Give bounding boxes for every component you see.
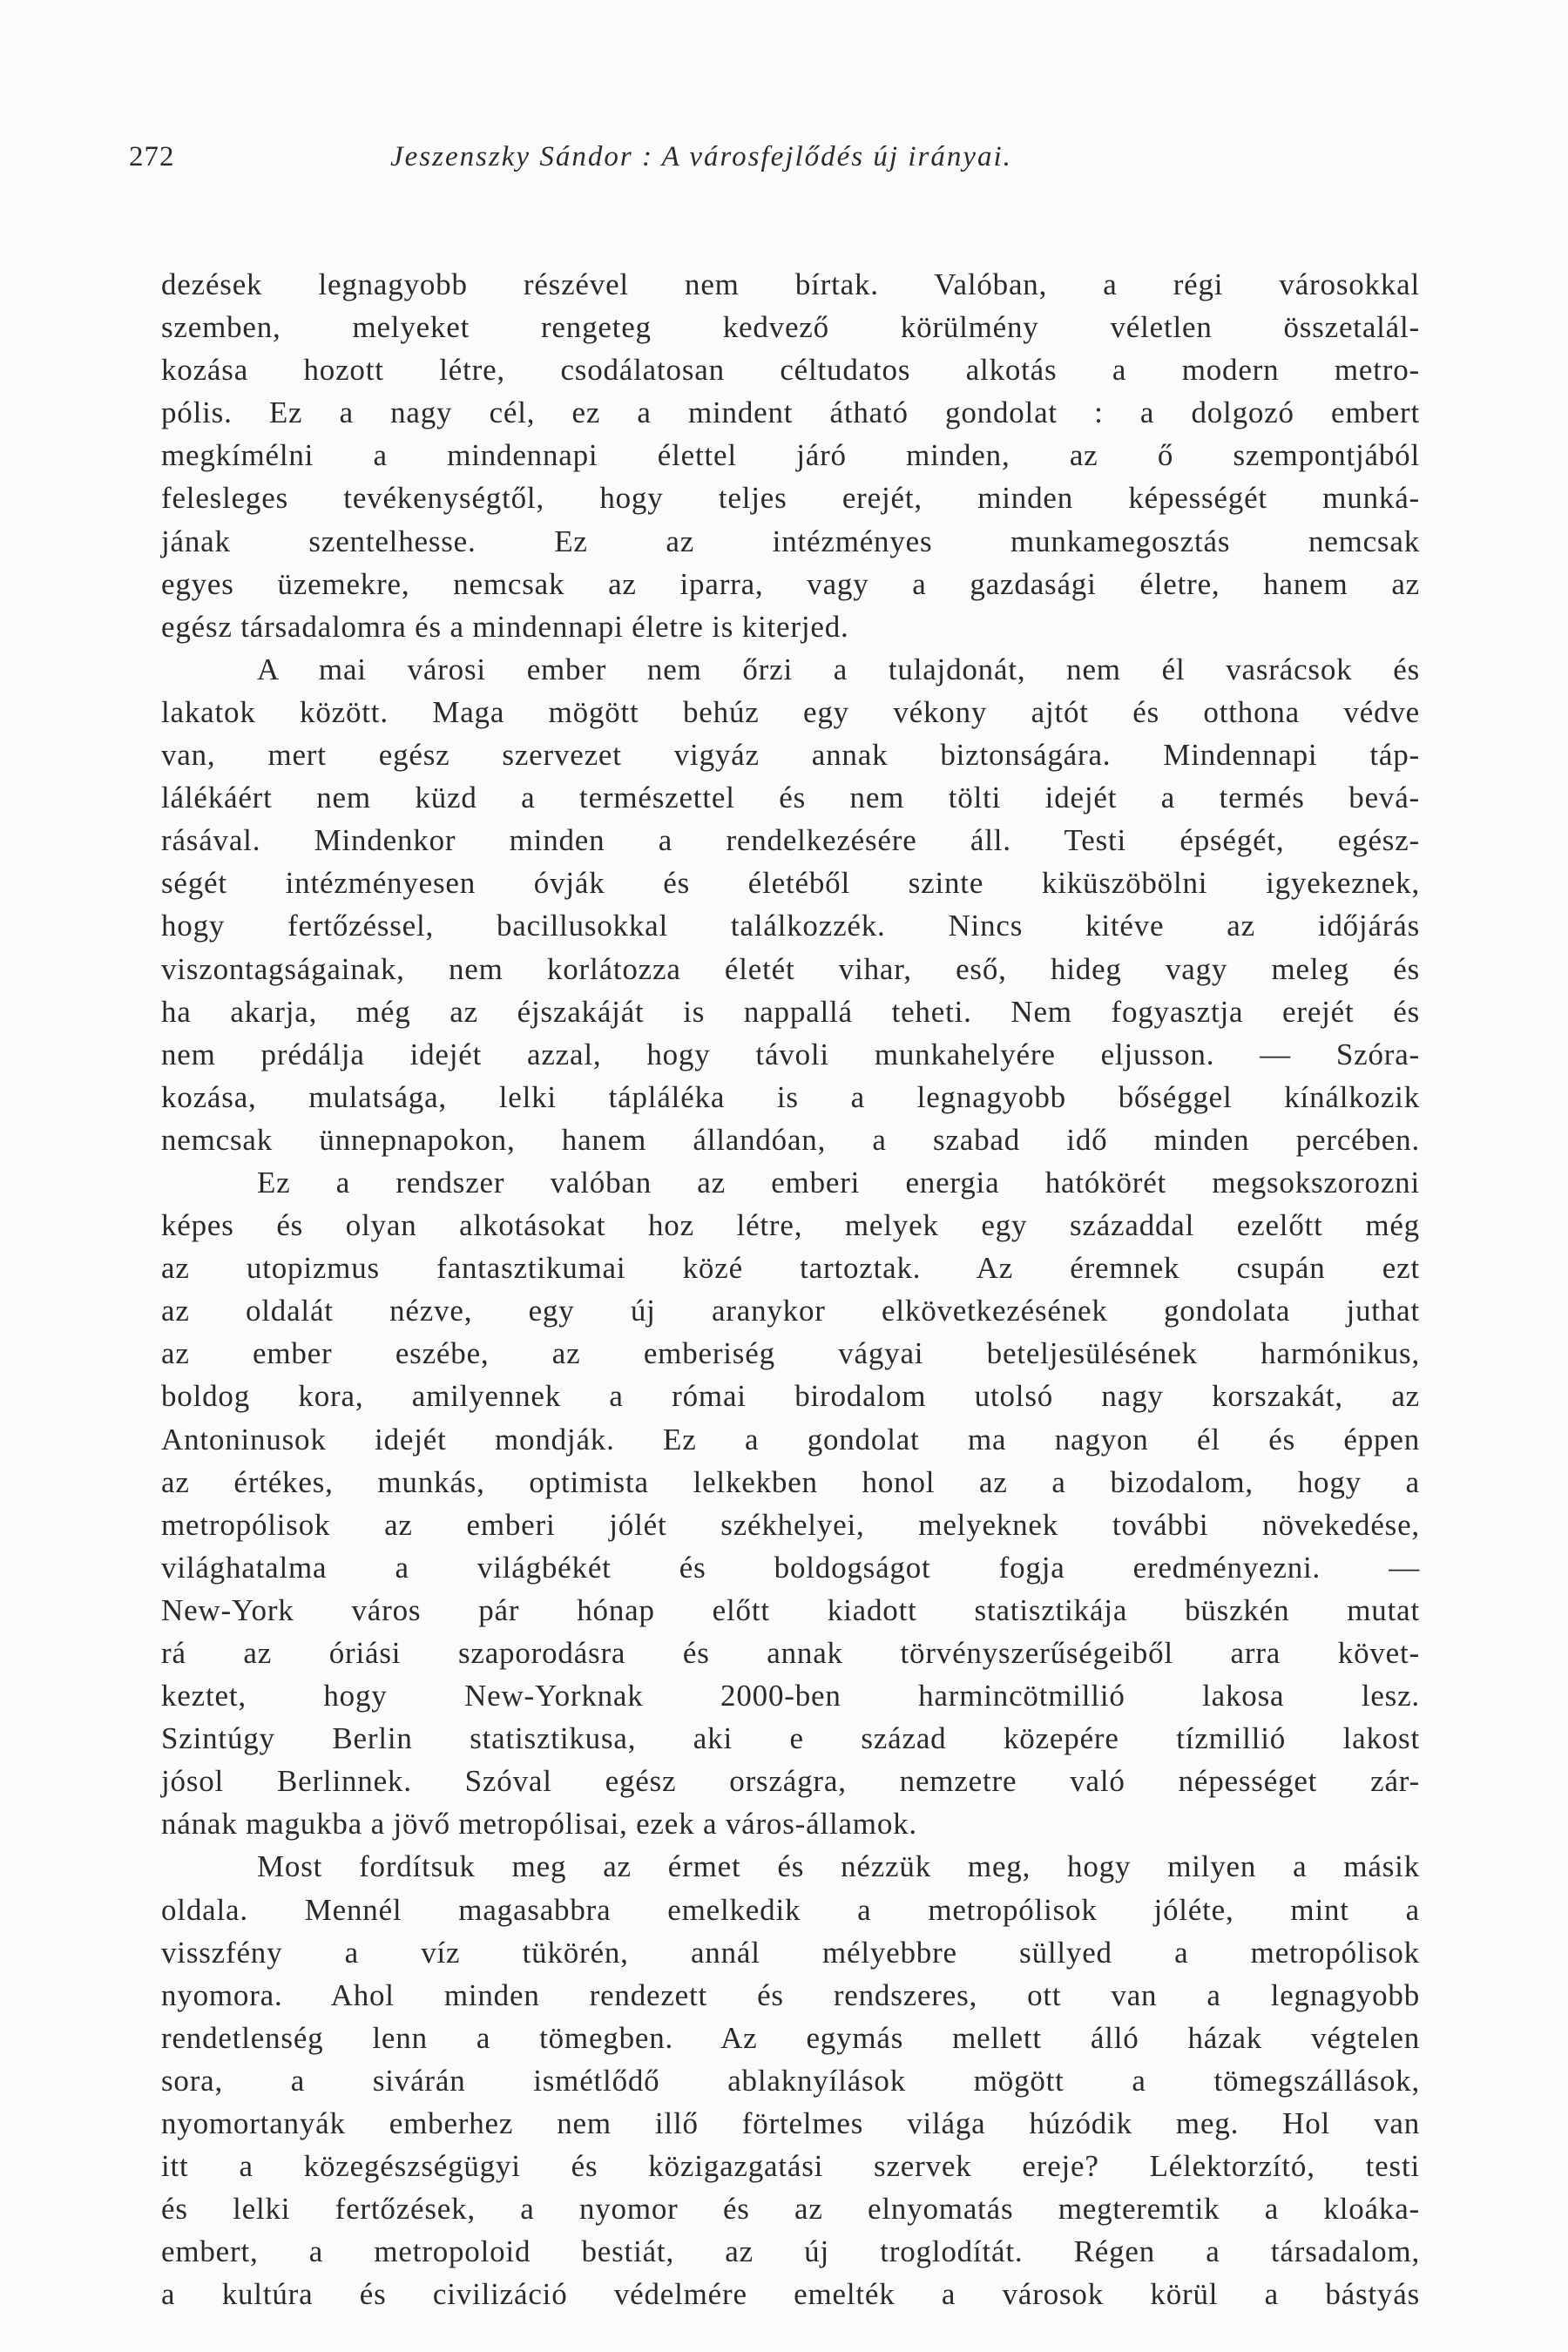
text-line: lálékáért nem küzd a természettel és nem tölti idejét a termés bevá-: [161, 781, 1420, 815]
running-head: Jeszenszky Sándor : A városfejlődés új irányai.: [390, 141, 1012, 172]
text-line: oldala. Mennél magasabbra emelkedik a metropólisok jóléte, mint a: [161, 1892, 1420, 1927]
text-line: az oldalát nézve, egy új aranykor elkövetkezésének gondolata juthat: [161, 1294, 1420, 1328]
text-line: Most fordítsuk meg az érmet és nézzük meg, hogy milyen a másik: [257, 1849, 1420, 1884]
text-line: nyomortanyák emberhez nem illő förtelmes világa húzódik meg. Hol van: [161, 2106, 1420, 2141]
text-line: megkímélni a mindennapi élettel járó minden, az ő szempontjából: [161, 438, 1420, 473]
text-line: Antoninusok idejét mondják. Ez a gondolat ma nagyon él és éppen: [161, 1422, 1420, 1456]
text-line: boldog kora, amilyennek a római birodalom utolsó nagy korszakát, az: [161, 1379, 1420, 1414]
text-line: rásával. Mindenkor minden a rendelkezésére áll. Testi épségét, egész-: [161, 823, 1420, 858]
text-line: szemben, melyeket rengeteg kedvező körülmény véletlen összetalál-: [161, 310, 1420, 345]
text-line: kozása hozott létre, csodálatosan céltudatos alkotás a modern metro-: [161, 353, 1420, 388]
body-text: [161, 263, 1420, 2316]
text-line: az ember eszébe, az emberiség vágyai beteljesülésének harmónikus,: [161, 1336, 1420, 1371]
text-line: sora, a sivárán ismétlődő ablaknyílások mögött a tömegszállások,: [161, 2063, 1420, 2098]
text-line: az értékes, munkás, optimista lelkekben honol az a bizodalom, hogy a: [161, 1464, 1420, 1499]
text-line: itt a közegészségügyi és közigazgatási szervek ereje? Lélektorzító, testi: [161, 2149, 1420, 2184]
text-line: képes és olyan alkotásokat hoz létre, melyek egy századdal ezelőtt még: [161, 1208, 1420, 1243]
text-line: embert, a metropoloid bestiát, az új troglodítát. Régen a társadalom,: [161, 2234, 1420, 2269]
page-number: 272: [129, 141, 175, 172]
text-line: rá az óriási szaporodásra és annak törvényszerűségeiből arra követ-: [161, 1636, 1420, 1670]
text-line: rendetlenség lenn a tömegben. Az egymás mellett álló házak végtelen: [161, 2020, 1420, 2055]
text-line: és lelki fertőzések, a nyomor és az elnyomatás megteremtik a kloáka-: [161, 2192, 1420, 2227]
text-line: felesleges tevékenységtől, hogy teljes erejét, minden képességét munká-: [161, 481, 1420, 516]
text-line: egyes üzemekre, nemcsak az iparra, vagy a gazdasági életre, hanem az: [161, 566, 1420, 601]
text-line: jának szentelhesse. Ez az intézményes munkamegosztás nemcsak: [161, 524, 1420, 558]
text-line: kozása, mulatsága, lelki tápláléka is a legnagyobb bőséggel kínálkozik: [161, 1079, 1420, 1114]
text-line: a kultúra és civilizáció védelmére emelték a városok körül a bástyás: [161, 2277, 1420, 2312]
text-line: nyomora. Ahol minden rendezett és rendszeres, ott van a legnagyobb: [161, 1977, 1420, 2012]
text-line: keztet, hogy New-Yorknak 2000-ben harmincötmillió lakosa lesz.: [161, 1679, 1420, 1713]
text-line: Ez a rendszer valóban az emberi energia hatókörét megsokszorozni: [257, 1165, 1420, 1200]
text-line: lakatok között. Maga mögött behúz egy vékony ajtót és otthona védve: [161, 694, 1420, 729]
text-line: egész társadalomra és a mindennapi életre is kiterjed.: [161, 609, 849, 644]
text-line: dezések legnagyobb részével nem bírtak. Valóban, a régi városokkal: [161, 267, 1420, 301]
text-line: nem prédálja idejét azzal, hogy távoli munkahelyére eljusson. — Szóra-: [161, 1037, 1420, 1071]
text-line: nemcsak ünnepnapokon, hanem állandóan, a szabad idő minden percében.: [161, 1122, 1420, 1157]
text-line: visszfény a víz tükörén, annál mélyebbre süllyed a metropólisok: [161, 1935, 1420, 1970]
text-line: nának magukba a jövő metropólisai, ezek a város-államok.: [161, 1807, 917, 1842]
text-line: pólis. Ez a nagy cél, ez a mindent átható gondolat : a dolgozó embert: [161, 395, 1420, 430]
page-header: [129, 141, 1418, 193]
text-line: A mai városi ember nem őrzi a tulajdonát, nem él vasrácsok és: [257, 652, 1420, 686]
text-line: ségét intézményesen óvják és életéből szinte kiküszöbölni igyekeznek,: [161, 866, 1420, 901]
text-line: metropólisok az emberi jólét székhelyei, melyeknek további növekedése,: [161, 1507, 1420, 1542]
text-line: van, mert egész szervezet vigyáz annak biztonságára. Mindennapi táp-: [161, 738, 1420, 773]
text-line: hogy fertőzéssel, bacillusokkal találkozzék. Nincs kitéve az időjárás: [161, 909, 1420, 943]
text-line: világhatalma a világbékét és boldogságot fogja eredményezni. —: [161, 1550, 1420, 1585]
text-line: Szintúgy Berlin statisztikusa, aki e század közepére tízmillió lakost: [161, 1721, 1420, 1756]
text-line: New-York város pár hónap előtt kiadott statisztikája büszkén mutat: [161, 1592, 1420, 1627]
text-line: az utopizmus fantasztikumai közé tartoztak. Az éremnek csupán ezt: [161, 1251, 1420, 1286]
text-line: viszontagságainak, nem korlátozza életét vihar, eső, hideg vagy meleg és: [161, 951, 1420, 986]
text-line: jósol Berlinnek. Szóval egész országra, nemzetre való népességet zár-: [161, 1764, 1420, 1799]
text-line: ha akarja, még az éjszakáját is nappallá teheti. Nem fogyasztja erejét és: [161, 994, 1420, 1029]
